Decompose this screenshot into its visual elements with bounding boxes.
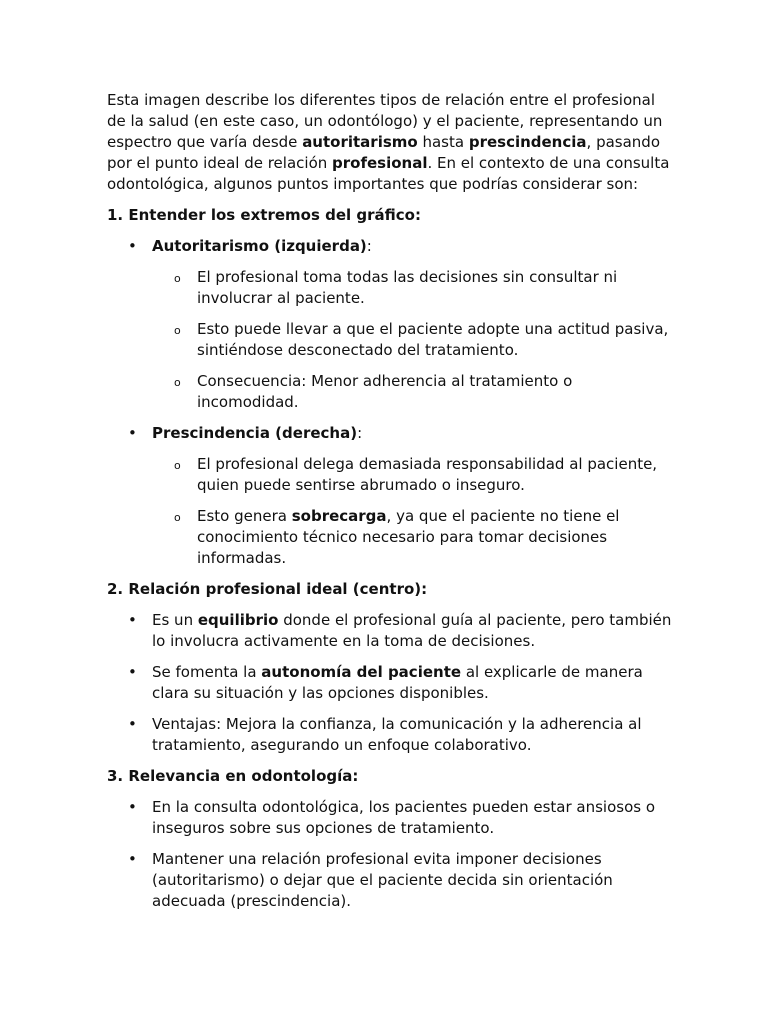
item-text: Se fomenta la xyxy=(152,663,262,681)
item-text: donde el profesional guía al paciente, pero también lo involucra activamente en la toma de decisiones. xyxy=(152,611,672,650)
sub-list-prescindencia xyxy=(152,454,677,569)
intro-text: Esta imagen describe los diferentes tipos de relación entre el profesional de la salud (en este caso, un odontólogo) y el paciente, representando un espectro que varía desde xyxy=(107,91,663,151)
section-1-heading: 1. Entender los extremos del gráfico: xyxy=(107,206,421,224)
section-1-list xyxy=(107,236,677,569)
bullet-label-row xyxy=(152,424,362,442)
list-item: • Ventajas: Mejora la confianza, la comunicación y la adherencia al tratamiento, asegurando un enfoque colaborativo. xyxy=(107,714,677,756)
document-body xyxy=(107,90,677,922)
intro-bold-autoritarismo: autoritarismo xyxy=(302,133,418,151)
sub-list-item: o El profesional delega demasiada responsabilidad al paciente, quien puede sentirse abrumado o inseguro. xyxy=(152,454,677,496)
sub-list-item: o Consecuencia: Menor adherencia al tratamiento o incomodidad. xyxy=(152,371,677,413)
bullet-prescindencia xyxy=(107,423,677,569)
intro-bold-prescindencia: prescindencia xyxy=(468,133,587,151)
list-item: • Mantener una relación profesional evita imponer decisiones (autoritarismo) o dejar que el paciente decida sin orientación adecuada (prescindencia). xyxy=(107,849,677,912)
section-3-heading: 3. Relevancia en odontología: xyxy=(107,767,359,785)
sub-list-autoritarismo xyxy=(152,267,677,413)
list-item: • En la consulta odontológica, los pacientes pueden estar ansiosos o inseguros sobre sus opciones de tratamiento. xyxy=(107,797,677,839)
bullet-label-row xyxy=(152,237,372,255)
sub-item-bold: sobrecarga xyxy=(291,507,387,525)
bullet-label: Prescindencia (derecha) xyxy=(152,424,358,442)
list-item xyxy=(107,610,677,652)
intro-text: hasta xyxy=(417,133,469,151)
intro-paragraph xyxy=(107,90,677,195)
item-text: Es un xyxy=(152,611,198,629)
sub-list-item xyxy=(152,506,677,569)
intro-bold-profesional: profesional xyxy=(332,154,428,172)
item-bold: autonomía del paciente xyxy=(261,663,462,681)
item-bold: equilibrio xyxy=(197,611,279,629)
section-2-list xyxy=(107,610,677,756)
intro-text: . En el contexto de una consulta odontológica, algunos puntos importantes que podrías considerar son: xyxy=(107,154,670,193)
section-2-heading: 2. Relación profesional ideal (centro): xyxy=(107,580,428,598)
bullet-autoritarismo xyxy=(107,236,677,413)
item-text: al explicarle de manera clara su situación y las opciones disponibles. xyxy=(152,663,643,702)
bullet-colon: : xyxy=(357,424,363,442)
section-3-list xyxy=(107,797,677,912)
sub-list-item: o Esto puede llevar a que el paciente adopte una actitud pasiva, sintiéndose desconectado del tratamiento. xyxy=(152,319,677,361)
list-item xyxy=(107,662,677,704)
sub-item-text: Esto genera xyxy=(197,507,292,525)
sub-item-text: , ya que el paciente no tiene el conocimiento técnico necesario para tomar decisiones informadas. xyxy=(197,507,620,567)
intro-text: , pasando por el punto ideal de relación xyxy=(107,133,660,172)
bullet-colon: : xyxy=(366,237,372,255)
bullet-label: Autoritarismo (izquierda) xyxy=(152,237,367,255)
sub-list-item: o El profesional toma todas las decisiones sin consultar ni involucrar al paciente. xyxy=(152,267,677,309)
